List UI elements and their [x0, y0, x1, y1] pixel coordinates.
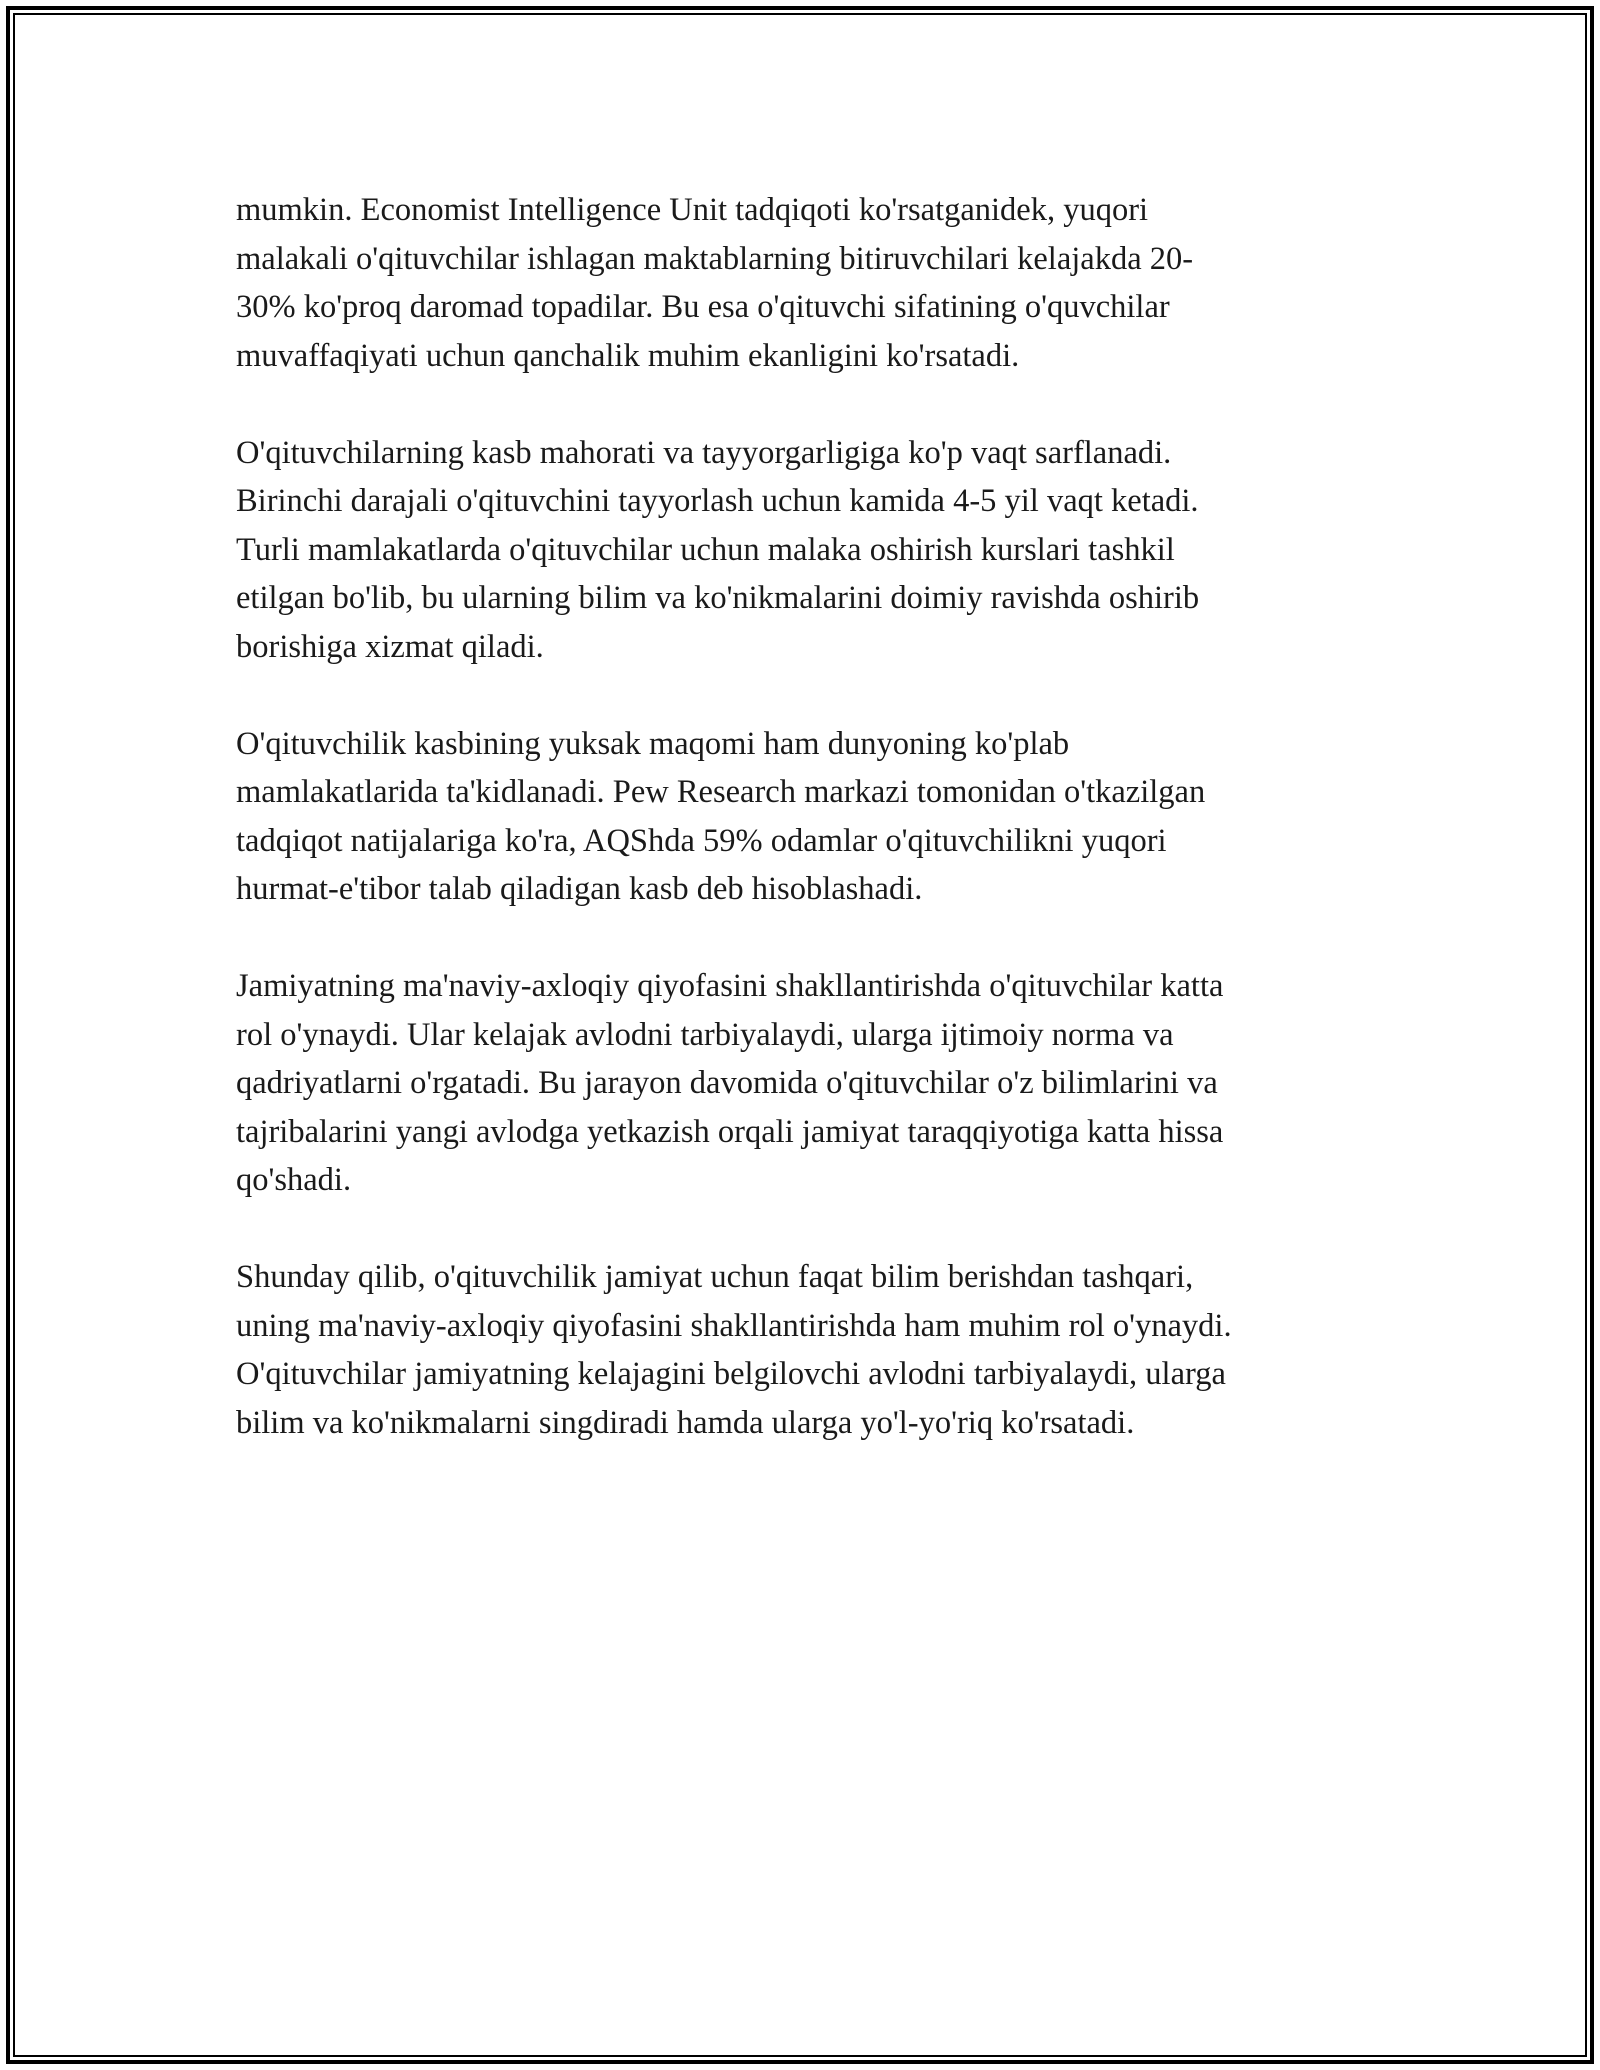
text-line: rol o'ynaydi. Ular kelajak avlodni tarbiyalaydi, ularga ijtimoiy norma va	[236, 1016, 1174, 1053]
text-line: etilgan bo'lib, bu ularning bilim va ko'nikmalarini doimiy ravishda oshirib	[236, 580, 1200, 616]
text-line: qadriyatlarni o'rgatadi. Bu jarayon davomida o'qituvchilar o'z bilimlarini va	[236, 1065, 1218, 1101]
text-line: borishiga xizmat qiladi.	[236, 628, 544, 665]
text-line: Shunday qilib, o'qituvchilik jamiyat uchun faqat bilim berishdan tashqari,	[236, 1259, 1194, 1295]
text-line: uning ma'naviy-axloqiy qiyofasini shakllantirishda ham muhim rol o'ynaydi.	[236, 1307, 1232, 1344]
text-line: Birinchi darajali o'qituvchini tayyorlash uchun kamida 4-5 yil vaqt ketadi.	[236, 483, 1199, 519]
paragraph-3	[236, 720, 1376, 914]
paragraph-5	[236, 1253, 1376, 1447]
text-line: tajribalarini yangi avlodga yetkazish orqali jamiyat taraqqiyotiga katta hissa	[236, 1113, 1224, 1150]
text-line: tadqiqot natijalariga ko'ra, AQShda 59% odamlar o'qituvchilikni yuqori	[236, 822, 1167, 859]
text-line: hurmat-e'tibor talab qiladigan kasb deb hisoblashadi.	[236, 871, 923, 907]
text-line: O'qituvchilarning kasb mahorati va tayyorgarligiga ko'p vaqt sarflanadi.	[236, 434, 1172, 471]
text-line: O'qituvchilik kasbining yuksak maqomi ham dunyoning ko'plab	[236, 725, 1070, 762]
text-line: Jamiyatning ma'naviy-axloqiy qiyofasini shakllantirishda o'qituvchilar katta	[236, 968, 1224, 1004]
text-line: mumkin. Economist Intelligence Unit tadqiqoti ko'rsatganidek, yuqori	[236, 192, 1149, 228]
text-line: qo'shadi.	[236, 1162, 352, 1198]
text-line: Turli mamlakatlarda o'qituvchilar uchun malaka oshirish kurslari tashkil	[236, 531, 1175, 568]
paragraph-2	[236, 429, 1376, 672]
text-line: 30% ko'proq daromad topadilar. Bu esa o'qituvchi sifatining o'quvchilar	[236, 289, 1170, 325]
document-body	[236, 186, 1376, 1496]
text-line: muvaffaqiyati uchun qanchalik muhim ekanligini ko'rsatadi.	[236, 337, 1020, 374]
text-line: mamlakatlarida ta'kidlanadi. Pew Research markazi tomonidan o'tkazilgan	[236, 774, 1206, 810]
paragraph-1	[236, 186, 1376, 380]
paragraph-4	[236, 962, 1376, 1205]
text-line: bilim va ko'nikmalarni singdiradi hamda ularga yo'l-yo'riq ko'rsatadi.	[236, 1404, 1135, 1441]
text-line: O'qituvchilar jamiyatning kelajagini belgilovchi avlodni tarbiyalaydi, ularga	[236, 1356, 1226, 1392]
text-line: malakali o'qituvchilar ishlagan maktablarning bitiruvchilari kelajakda 20-	[236, 240, 1194, 277]
